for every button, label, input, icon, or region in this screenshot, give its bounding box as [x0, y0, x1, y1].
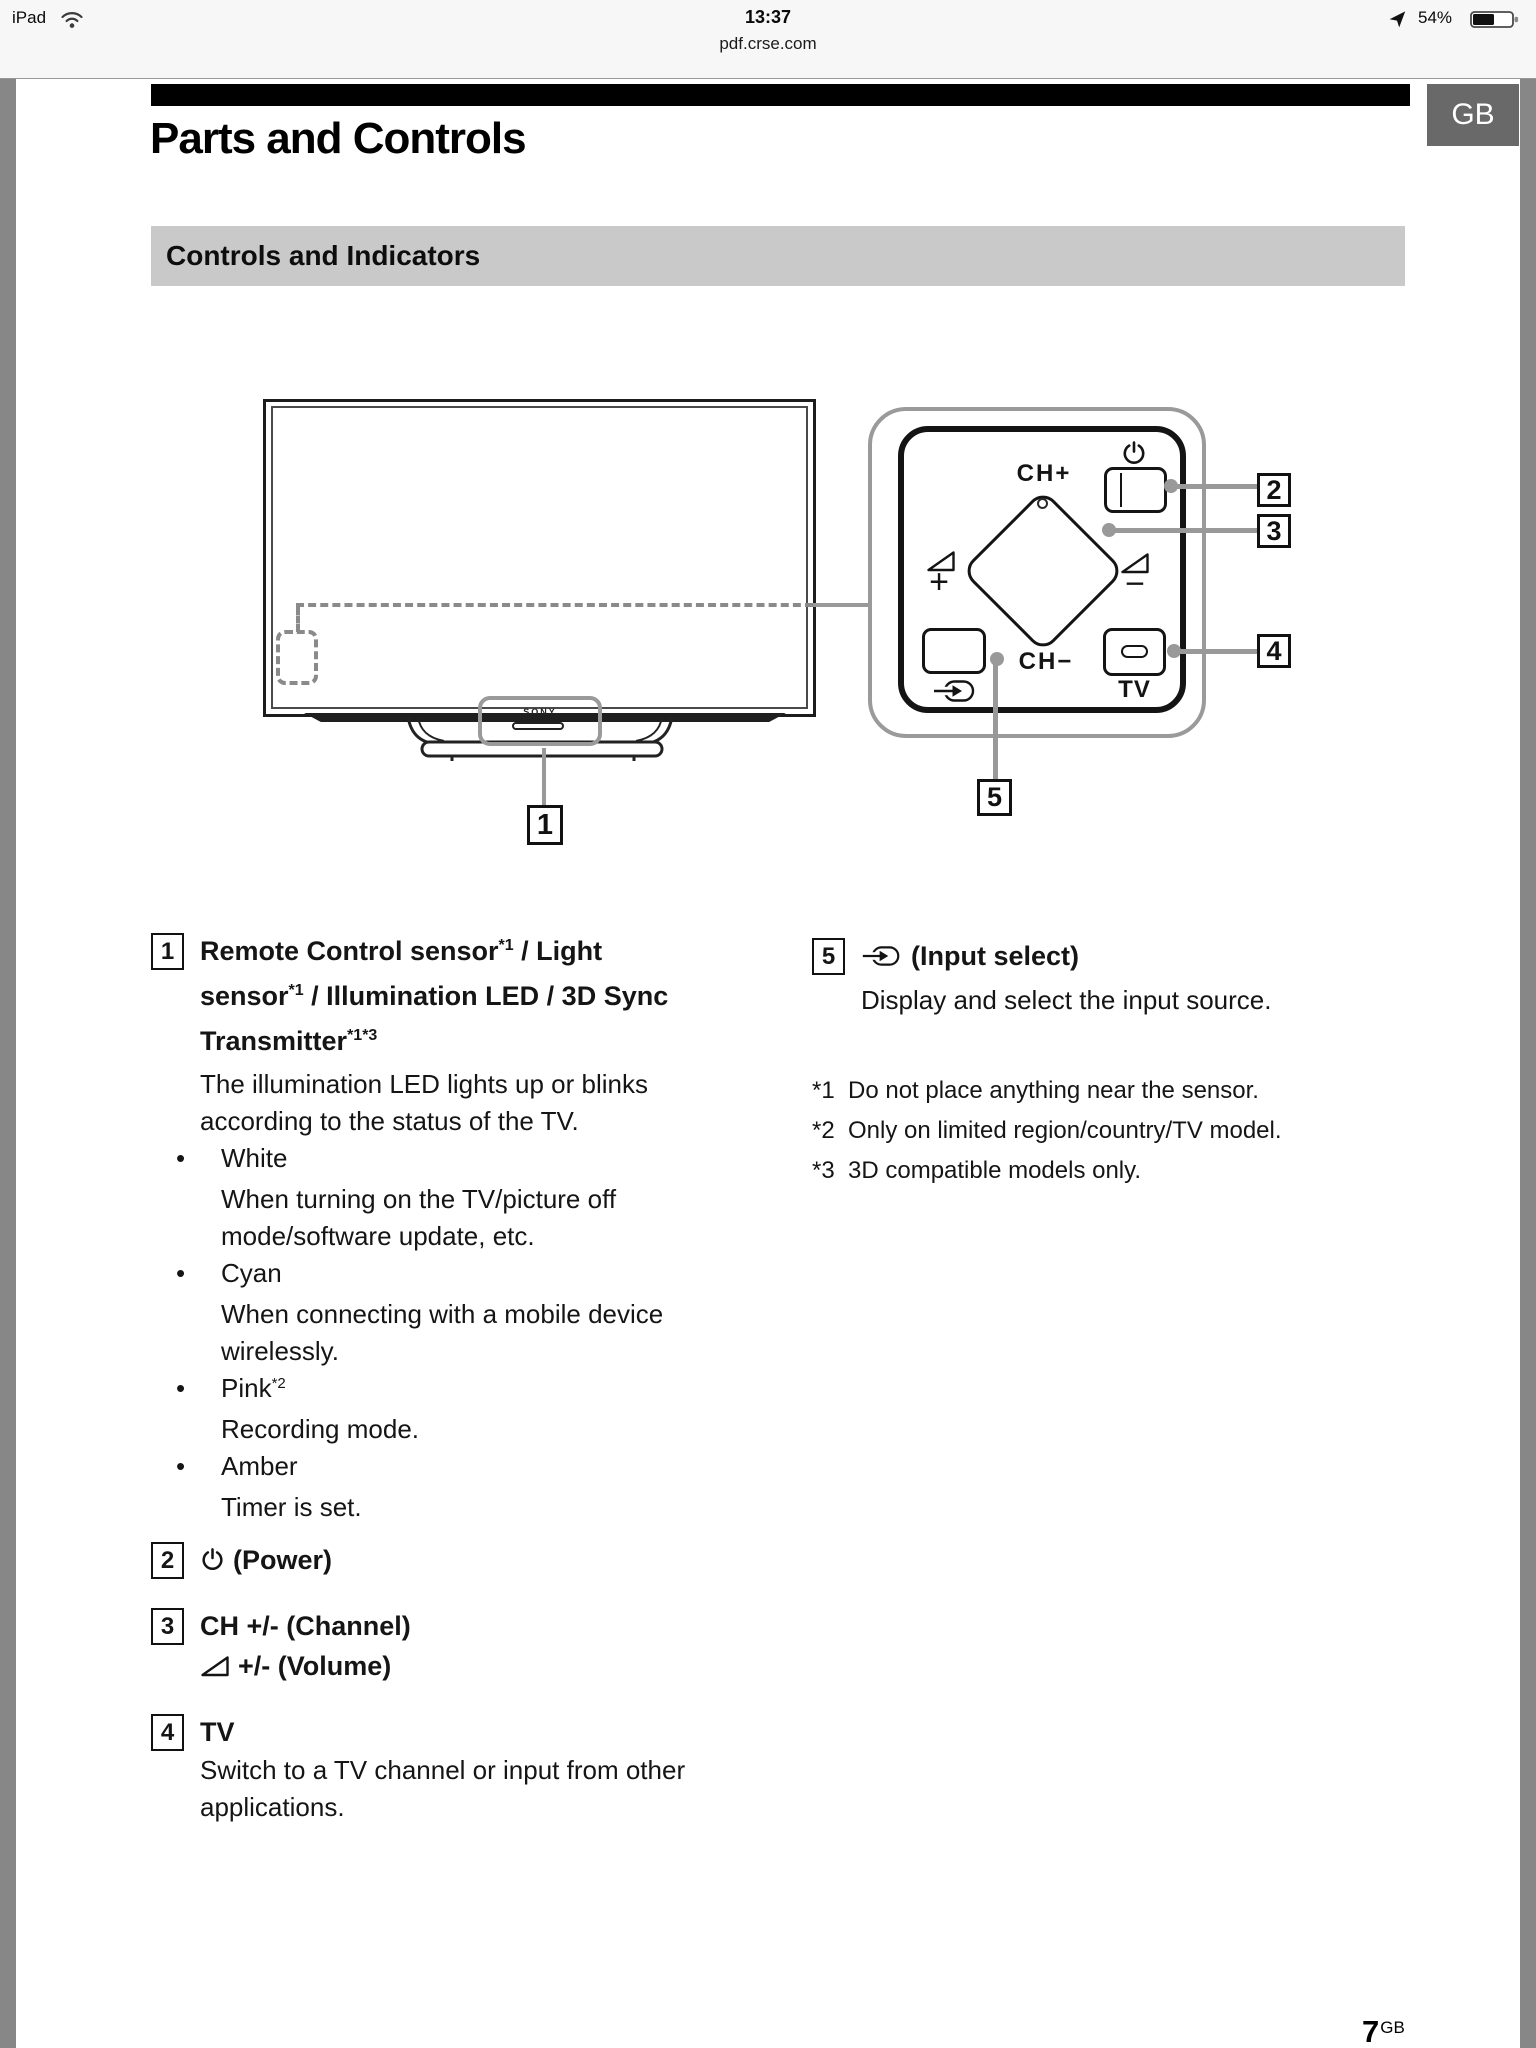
battery-percent: 54%: [1418, 8, 1453, 27]
volume-plus-label: +: [929, 563, 949, 601]
led-color-pink: • Pink$^{*2}$ Recording mode.: [166, 1370, 775, 1448]
tv-inner-bezel: [271, 406, 808, 709]
item-1-heading-line-1: Remote Control sensor$^{*1}$ / Light: [200, 936, 603, 966]
channel-minus-label: CH−: [1018, 648, 1074, 675]
volume-icon: [200, 1654, 230, 1678]
section-heading: Controls and Indicators: [166, 240, 481, 271]
input-select-button: [922, 628, 986, 674]
callout-line-4: [1174, 649, 1257, 654]
sensor-dashed-box: [276, 630, 318, 685]
power-button: [1104, 467, 1167, 513]
safari-status-bar: [0, 0, 1536, 79]
item-tv: [151, 1712, 791, 1826]
bullet-marker: •: [176, 1143, 186, 1173]
clock: 13:37: [744, 7, 792, 27]
item-number-3: 3: [151, 1608, 184, 1645]
item-input-select: [812, 936, 1452, 1019]
item-5-label: (Input select): [911, 941, 1080, 971]
input-select-icon: [861, 944, 901, 968]
power-icon: [1121, 440, 1147, 466]
address-bar[interactable]: pdf.crse.com: [719, 34, 817, 53]
callout-box-4: 4: [1257, 634, 1291, 668]
location-arrow-icon: [1388, 10, 1407, 29]
item-number-4: 4: [151, 1714, 184, 1751]
callout-line-3: [1109, 528, 1257, 533]
item-1-heading-line-3: Transmitter$^{*1*3}$: [200, 1026, 378, 1056]
callout-box-2: 2: [1257, 473, 1291, 507]
callout-line-1: [542, 748, 546, 805]
chapter-bar: [151, 84, 1410, 106]
illumination-led-bar: [512, 722, 564, 730]
item-4-body: Switch to a TV channel or input from other applications.: [200, 1755, 686, 1822]
tv-button-pill: [1121, 645, 1148, 658]
item-number-1: 1: [151, 933, 184, 970]
tv-brand-logo: SONY: [523, 707, 557, 717]
tv-to-panel-connector: [813, 603, 870, 607]
bullet-marker: •: [176, 1451, 186, 1481]
rocker-index-dot: [1037, 498, 1048, 509]
led-color-amber: • Amber Timer is set.: [166, 1448, 775, 1526]
item-channel-volume: [151, 1606, 791, 1686]
footnotes: [812, 1071, 1452, 1191]
callout-line-2: [1171, 484, 1257, 489]
right-column: [812, 936, 1452, 1191]
bullet-marker: •: [176, 1373, 186, 1403]
item-3-line-1: CH +/- (Channel): [200, 1611, 411, 1641]
item-number-2: 2: [151, 1542, 184, 1579]
item-1-heading-line-2: sensor$^{*1}$ / Illumination LED / 3D Sync: [200, 981, 669, 1011]
callout-box-3: 3: [1257, 514, 1291, 548]
left-column: [151, 931, 791, 1826]
sensor-dashed-elbow: [296, 607, 300, 632]
footnote-3: *3 3D compatible models only.: [812, 1157, 1142, 1184]
page-number: 7GB: [1362, 2014, 1405, 2048]
item-4-label: TV: [200, 1717, 235, 1747]
footnote-2: *2 Only on limited region/country/TV model.: [812, 1117, 1282, 1144]
sensor-dashed-line: [296, 603, 813, 607]
channel-plus-label: CH+: [1016, 460, 1072, 487]
item-3-line-2: +/- (Volume): [238, 1651, 392, 1681]
item-2-label: (Power): [233, 1545, 333, 1575]
callout-box-5: 5: [977, 779, 1012, 816]
page-title: Parts and Controls: [150, 114, 526, 163]
input-select-icon: [932, 678, 976, 704]
illumination-highlight: [478, 696, 602, 746]
item-1-body: The illumination LED lights up or blinks according to the status of the TV.: [200, 1069, 648, 1136]
footnote-1: *1 Do not place anything near the sensor.: [812, 1077, 1259, 1104]
device-label: iPad: [12, 8, 47, 27]
led-color-cyan: • Cyan When connecting with a mobile device wirelessly.: [166, 1255, 775, 1370]
power-button-edge: [1120, 473, 1122, 507]
language-tab: GB: [1427, 84, 1519, 146]
battery-icon: [1470, 10, 1522, 29]
volume-minus-label: −: [1125, 565, 1145, 603]
tv-button: [1103, 628, 1166, 676]
tv-button-label: TV: [1118, 676, 1151, 703]
bullet-marker: •: [176, 1258, 186, 1288]
led-color-white: • White When turning on the TV/picture off mode/software update, etc.: [166, 1140, 775, 1255]
section-heading-bar: [151, 226, 1405, 286]
viewer-left-edge: [0, 79, 16, 2048]
item-5-body: Display and select the input source.: [861, 985, 1272, 1015]
callout-line-5: [993, 659, 998, 779]
power-icon: [200, 1547, 225, 1572]
item-remote-sensor: [151, 931, 791, 1526]
item-power: [151, 1540, 791, 1580]
viewer-right-edge: [1520, 79, 1536, 2048]
item-number-5: 5: [812, 938, 845, 975]
callout-box-1: 1: [527, 805, 563, 845]
